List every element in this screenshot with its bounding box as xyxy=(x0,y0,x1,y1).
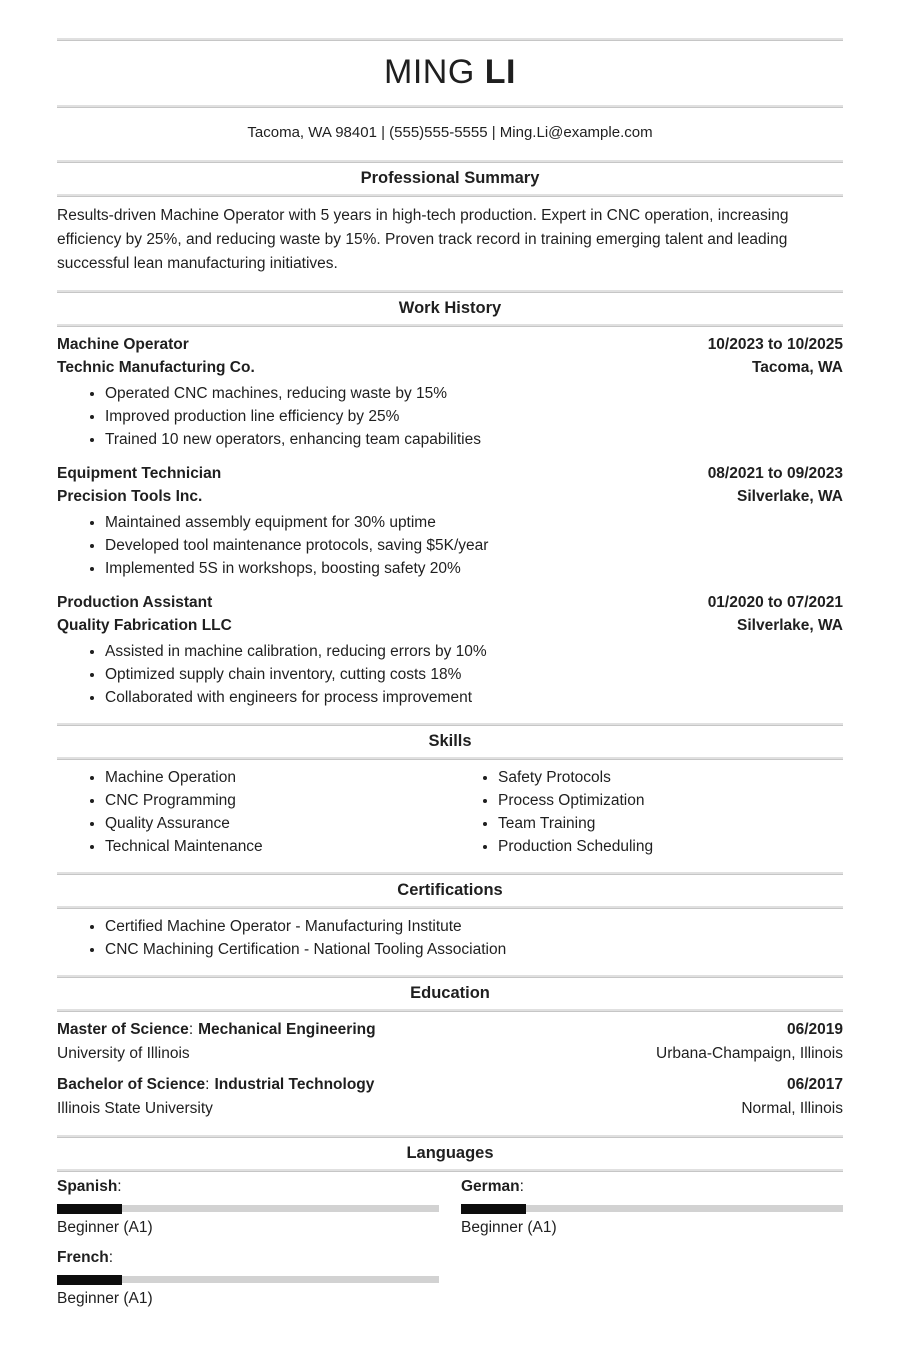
language-proficiency-fill xyxy=(57,1204,122,1214)
certification-item: • Certified Machine Operator - Manufacturing Institute xyxy=(105,915,843,938)
section-heading-certifications: Certifications xyxy=(397,881,503,899)
job-company: Precision Tools Inc. xyxy=(57,488,203,505)
job-entry xyxy=(57,462,843,580)
job-bullet: • Operated CNC machines, reducing waste by 15% xyxy=(105,382,843,405)
job-bullet: • Collaborated with engineers for process improvement xyxy=(105,686,843,709)
divider xyxy=(57,1009,843,1012)
skill-item: • Quality Assurance xyxy=(105,812,450,835)
job-title-row xyxy=(57,591,843,614)
job-bullet-list xyxy=(57,382,843,451)
job-location: Tacoma, WA xyxy=(751,359,843,376)
language-colon: : xyxy=(519,1178,524,1195)
education-entry xyxy=(57,1073,843,1121)
skill-item: • Production Scheduling xyxy=(498,835,843,858)
education-degree-row xyxy=(57,1018,843,1042)
job-location: Silverlake, WA xyxy=(737,617,843,634)
certification-item: • CNC Machining Certification - National Tooling Association xyxy=(105,938,843,961)
first-name: MING xyxy=(384,53,475,91)
skills-list xyxy=(57,766,843,858)
job-entry xyxy=(57,591,843,709)
language-name xyxy=(461,1176,843,1198)
degree-field: Mechanical Engineering xyxy=(198,1021,376,1038)
divider xyxy=(57,290,843,293)
language-name-text: German xyxy=(461,1178,520,1195)
language-proficiency-bar xyxy=(57,1276,439,1283)
job-bullet: • Optimized supply chain inventory, cutting costs 18% xyxy=(105,663,843,686)
section-heading-summary: Professional Summary xyxy=(360,169,540,187)
degree-name: Bachelor of Science xyxy=(57,1076,206,1093)
language-proficiency-bar xyxy=(57,1205,439,1212)
job-bullet: • Maintained assembly equipment for 30% uptime xyxy=(105,511,843,534)
skill-item: • Technical Maintenance xyxy=(105,835,450,858)
education-degree-row xyxy=(57,1073,843,1097)
job-dates: 10/2023 to 10/2025 xyxy=(707,336,843,353)
job-title: Equipment Technician xyxy=(57,465,222,482)
language-proficiency-fill xyxy=(461,1204,526,1214)
education-degree xyxy=(57,1018,376,1042)
language-item xyxy=(57,1247,439,1309)
education-entry xyxy=(57,1018,843,1066)
job-bullet: • Improved production line efficiency by 25% xyxy=(105,405,843,428)
languages-list xyxy=(57,1176,843,1318)
certification-bullet-list xyxy=(57,915,843,961)
work-history-list xyxy=(57,333,843,709)
divider xyxy=(57,194,843,197)
divider xyxy=(57,38,843,41)
certifications-list xyxy=(57,915,843,961)
job-company: Technic Manufacturing Co. xyxy=(57,359,255,376)
job-dates: 08/2021 to 09/2023 xyxy=(707,465,843,482)
job-entry xyxy=(57,333,843,451)
degree-colon: : xyxy=(188,1021,194,1038)
education-degree xyxy=(57,1073,374,1097)
education-date: 06/2019 xyxy=(786,1021,843,1038)
job-dates: 01/2020 to 07/2021 xyxy=(707,594,843,611)
divider xyxy=(57,723,843,726)
divider xyxy=(57,324,843,327)
divider xyxy=(57,105,843,108)
language-level: Beginner (A1) xyxy=(57,1290,153,1307)
job-company: Quality Fabrication LLC xyxy=(57,617,232,634)
job-bullet: • Developed tool maintenance protocols, saving $5K/year xyxy=(105,534,843,557)
job-company-row xyxy=(57,485,843,508)
language-colon: : xyxy=(108,1249,113,1266)
divider xyxy=(57,1135,843,1138)
divider xyxy=(57,160,843,163)
education-school: University of Illinois xyxy=(57,1045,190,1062)
degree-colon: : xyxy=(205,1076,210,1093)
language-colon: : xyxy=(117,1178,122,1195)
divider xyxy=(57,975,843,978)
degree-field: Industrial Technology xyxy=(214,1076,375,1093)
job-title-row xyxy=(57,333,843,356)
divider xyxy=(57,906,843,909)
job-bullet-list xyxy=(57,511,843,580)
summary-text: Results-driven Machine Operator with 5 years in high-tech production. Expert in CNC operation, increasing efficiency by 25%, and reducing waste by 15%. Proven track record in training emerging talent and leading successful lean manufacturing initiatives. xyxy=(57,207,789,272)
job-title: Production Assistant xyxy=(57,594,213,611)
job-title: Machine Operator xyxy=(57,336,189,353)
job-bullet-list xyxy=(57,640,843,709)
section-heading-languages: Languages xyxy=(406,1144,494,1162)
skills-column-left xyxy=(57,766,450,858)
language-level: Beginner (A1) xyxy=(57,1219,153,1236)
language-name xyxy=(57,1247,439,1269)
job-company-row xyxy=(57,614,843,637)
skill-item: • Safety Protocols xyxy=(498,766,843,789)
education-school: Illinois State University xyxy=(57,1100,213,1117)
language-name-text: French xyxy=(57,1249,109,1266)
contact-info: Tacoma, WA 98401 | (555)555-5555 | Ming.Li@example.com xyxy=(247,124,653,141)
education-location: Normal, Illinois xyxy=(741,1100,843,1117)
education-date: 06/2017 xyxy=(786,1076,843,1093)
page-title xyxy=(57,51,843,93)
language-level: Beginner (A1) xyxy=(461,1219,557,1236)
job-bullet: • Assisted in machine calibration, reducing errors by 10% xyxy=(105,640,843,663)
section-heading-skills: Skills xyxy=(428,732,472,750)
divider xyxy=(57,872,843,875)
job-location: Silverlake, WA xyxy=(737,488,843,505)
job-company-row xyxy=(57,356,843,379)
education-school-row xyxy=(57,1097,843,1121)
degree-name: Master of Science xyxy=(57,1021,189,1038)
divider xyxy=(57,1169,843,1172)
section-heading-work-history: Work History xyxy=(398,299,502,317)
skill-item: • Process Optimization xyxy=(498,789,843,812)
job-bullet: • Implemented 5S in workshops, boosting safety 20% xyxy=(105,557,843,580)
skill-item: • Machine Operation xyxy=(105,766,450,789)
job-bullet: • Trained 10 new operators, enhancing team capabilities xyxy=(105,428,843,451)
job-title-row xyxy=(57,462,843,485)
language-name xyxy=(57,1176,439,1198)
section-heading-education: Education xyxy=(410,984,490,1002)
language-item xyxy=(57,1176,439,1238)
education-list xyxy=(57,1018,843,1121)
language-name-text: Spanish xyxy=(57,1178,118,1195)
language-item xyxy=(461,1176,843,1238)
language-proficiency-fill xyxy=(57,1275,122,1285)
education-school-row xyxy=(57,1042,843,1066)
skill-item: • Team Training xyxy=(498,812,843,835)
language-proficiency-bar xyxy=(461,1205,843,1212)
skill-item: • CNC Programming xyxy=(105,789,450,812)
divider xyxy=(57,757,843,760)
last-name: LI xyxy=(484,53,516,91)
skills-column-right xyxy=(450,766,843,858)
education-location: Urbana-Champaign, Illinois xyxy=(656,1045,843,1062)
